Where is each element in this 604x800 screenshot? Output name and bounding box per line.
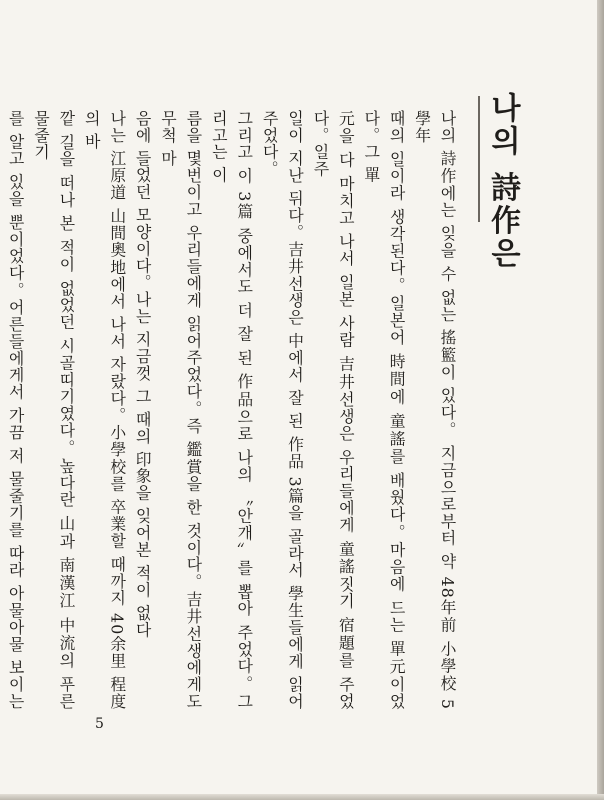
text-line: 름을 몇번이고 우리들에게 읽어주었다。즉 鑑賞을 한 것이다。吉井선생에게도 무척 마 (158, 110, 203, 710)
text-line: 일이 지난 뒤다。吉井선생은 中에서 잘 된 作品 3篇을 골라서 學生들에게 읽어 주었다。 (260, 110, 305, 710)
text-line: 나의 詩作에는 잊을 수 없는 搖籃이 있다。 지금으로부터 약 48年前 小學校 5學年 (412, 110, 457, 710)
title-rule (478, 96, 480, 222)
text-line: 나는 江原道 山間奧地에서 나서 자랐다。小學校를 卒業할 때까지 40余里 程度의 바 (82, 110, 127, 710)
page-number: 5 (95, 716, 104, 732)
text-line: 그리고 이 3篇 중에서도 더 잘 된 作品으로 나의 〝안개〟를 뽑아 주었다。그리고는 이 (209, 110, 254, 710)
text-line: 를 알고 있을 뿐이었다。어른들에게서 가끔 저 물줄기를 따라 아물아물 보이는 (6, 110, 26, 710)
page-edge-bottom (0, 794, 604, 800)
text-line: 元을 다 마치고 나서 일본 사람 吉井선생은 우리들에게 童謠짓기 宿題를 주었다。일주 (310, 110, 356, 710)
page-edge-right (597, 0, 604, 800)
body-text (6, 110, 460, 710)
text-line: 때의 일이라 생각된다。일본어 時間에 童謠를 배웠다。마음에 드는 單元이었다。그 單 (361, 110, 407, 710)
text-line: 깥 길을 떠나 본 적이 없었던 시골띠기였다。높다란 山과 南漢江 中流의 푸른 물줄기 (31, 110, 76, 710)
page-title: 나의 詩作은 (485, 92, 520, 271)
text-line: 음에 들었던 모양이다。나는 지금껏 그 때의 印象을 잊어본 적이 없다 (133, 110, 153, 639)
